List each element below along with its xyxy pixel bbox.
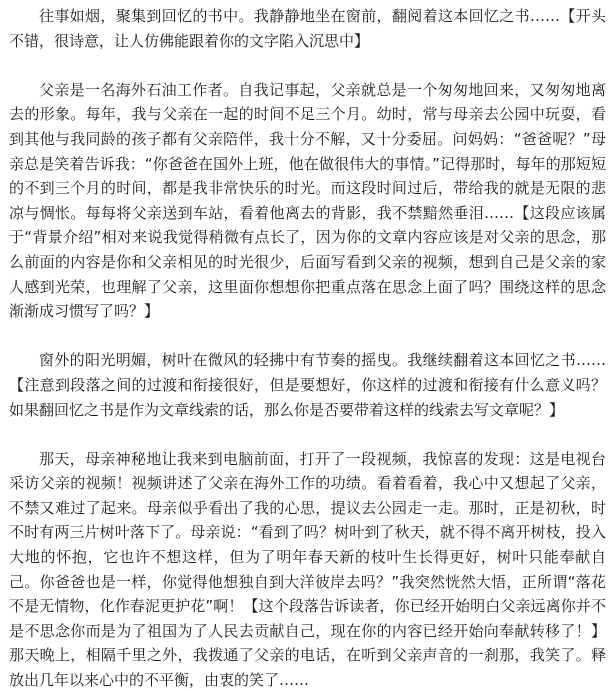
paragraph-father-background: 父亲是一名海外石油工作者。自我记事起，父亲就总是一个匆匆地回来，又匆匆地离去的形象。每年，我与父亲在一起的时间不足三个月。幼时，常与母亲去公园中玩耍，看到其他与我同龄的孩子都有父亲陪伴，我十分不解，又十分委屈。问妈妈：“爸爸呢？”母亲总是笑着告诉我：“你爸爸在国外上班，他在做很伟大的事情。”记得那时，每年的那短短的不到三个月的时间，都是我非常快乐的时光。而这段时间过后，带给我的就是无限的悲凉与惆怅。每每将父亲送到车站，看着他离去的背影，我不禁黯然垂泪……【这段应该属于“背景介绍”相对来说我觉得稍微有点长了，因为你的文章内容应该是对父亲的思念，那么前面的内容是你和父亲相见的时光很少，后面写看到父亲的视频，想到自己是父亲的家人感到光荣，也理解了父亲，这里面你想想你把重点落在思念上面了吗？围绕这样的思念渐渐成习惯写了吗？】 (9, 80, 606, 321)
paragraph-transition: 窗外的阳光明媚，树叶在微风的轻拂中有节奏的摇曳。我继续翻着这本回忆之书……【注意到段落之间的过渡和衔接很好，但是要想好，你这样的过渡和衔接有什么意义吗？如果翻回忆之书是作为文章线索的话，那么你是否要带着这样的线索去写文章呢？】 (9, 351, 606, 419)
paragraph-opening: 往事如烟，聚集到回忆的书中。我静静地坐在窗前，翻阅着这本回忆之书……【开头不错，很诗意，让人仿佛能跟着你的文字陷入沉思中】 (9, 7, 606, 50)
paragraph-video-story: 那天，母亲神秘地让我来到电脑前面，打开了一段视频，我惊喜的发现：这是电视台采访父亲的视频！视频讲述了父亲在海外工作的功绩。看着看着，我心中又想起了父亲，不禁又难过了起来。母亲似乎看出了我的心思，提议去公园走一走。那时，正是初秋，时不时有两三片树叶落下了。母亲说：“看到了吗？树叶到了秋天，就不得不离开树枝，投入大地的怀抱，它也许不想这样，但为了明年春天新的枝叶生长得更好，树叶只能奉献自己。你爸爸也是一样，你觉得他想独自到大洋彼岸去吗？”我突然恍然大悟，正所谓“落花不是无情物，化作春泥更护花”啊！【这个段落告诉读者，你已经开始明白父亲远离你并不是不思念你而是为了祖国为了人民去贡献自己，现在你的内容已经开始向奉献转移了！】那天晚上，相隔千里之外，我拨通了父亲的电话，在听到父亲声音的一刹那，我笑了。释放出几年以来心中的不平衡，由衷的笑了…… (9, 449, 606, 690)
